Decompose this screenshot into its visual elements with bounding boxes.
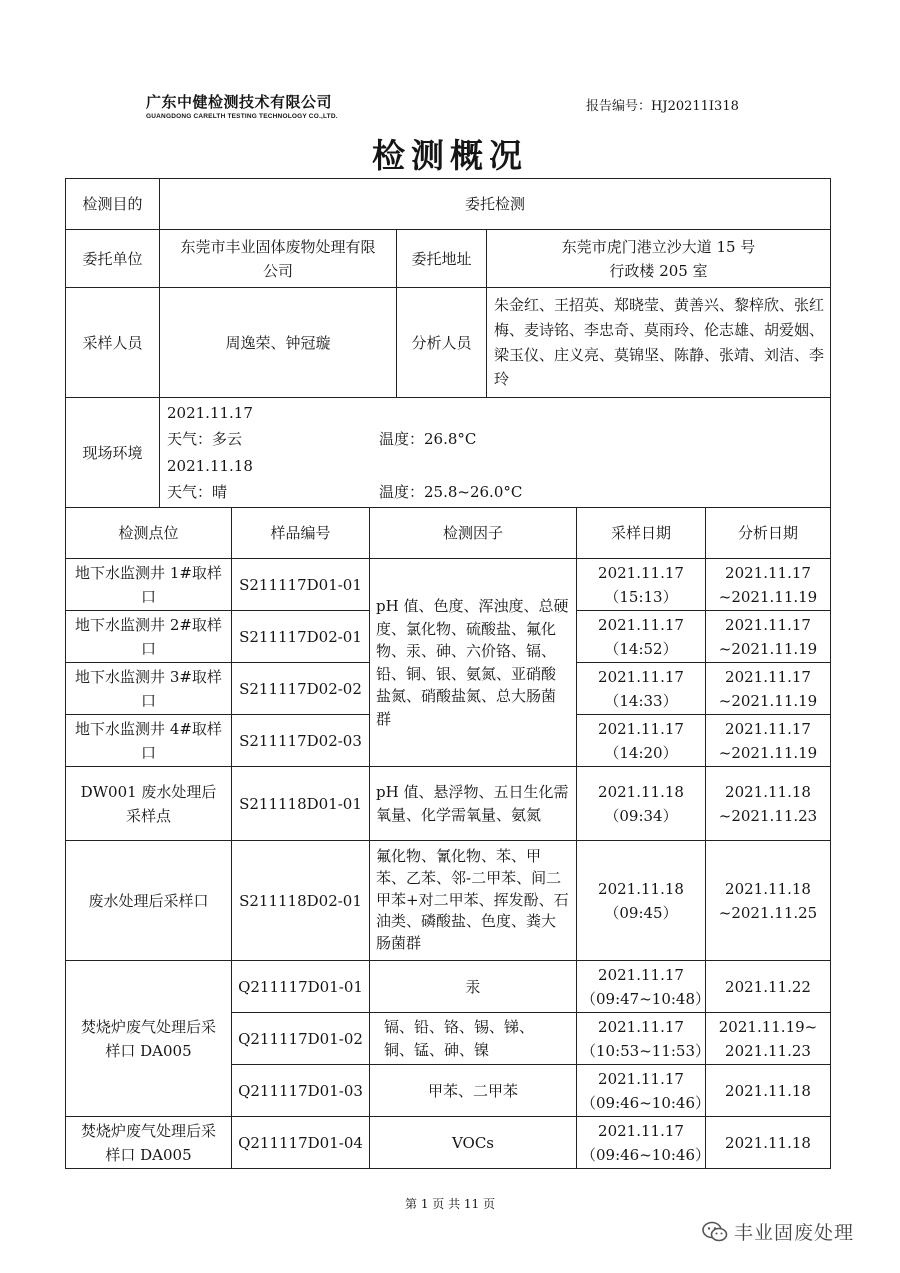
watermark-text: 丰业固废处理 xyxy=(734,1222,855,1244)
point-cell: 地下水监测井 2#取样口 xyxy=(66,611,232,663)
purpose-label: 检测目的 xyxy=(66,179,160,230)
wechat-icon xyxy=(702,1221,728,1243)
factor-cell: 汞 xyxy=(370,961,577,1013)
analyst-label: 分析人员 xyxy=(397,288,487,398)
env-date-2: 2021.11.18 xyxy=(167,456,253,475)
sample-cell: S211117D02-02 xyxy=(232,663,370,715)
personnel-row xyxy=(66,288,831,398)
sample-date-cell: 2021.11.17 （14:52） xyxy=(577,611,706,663)
point-cell: 废水处理后采样口 xyxy=(66,841,232,961)
header-factor: 检测因子 xyxy=(370,508,577,559)
factor-cell: 镉、铅、铬、锡、锑、铜、锰、砷、镍 xyxy=(370,1013,577,1065)
table-row xyxy=(66,1117,831,1169)
point-cell: 地下水监测井 1#取样口 xyxy=(66,559,232,611)
sample-date-cell: 2021.11.17 （14:20） xyxy=(577,715,706,767)
report-number-value: HJ20211I318 xyxy=(651,99,739,114)
sample-date-cell: 2021.11.17 （09:46~10:46） xyxy=(577,1117,706,1169)
analysis-date-cell: 2021.11.19~ 2021.11.23 xyxy=(706,1013,831,1065)
factor-cell: 氟化物、氰化物、苯、甲苯、乙苯、邻-二甲苯、间二甲苯+对二甲苯、挥发酚、石油类、磷酸盐、色度、粪大肠菌群 xyxy=(370,841,577,961)
env-temp-1: 温度：26.8°C xyxy=(379,430,477,449)
factor-cell: VOCs xyxy=(370,1117,577,1169)
analysis-date-cell: 2021.11.17 ~2021.11.19 xyxy=(706,559,831,611)
header-point: 检测点位 xyxy=(66,508,232,559)
address-value xyxy=(487,230,831,288)
analysis-date-cell: 2021.11.17 ~2021.11.19 xyxy=(706,715,831,767)
env-date-1: 2021.11.17 xyxy=(167,404,253,422)
point-cell: DW001 废水处理后采样点 xyxy=(66,767,232,841)
purpose-value: 委托检测 xyxy=(160,179,831,230)
point-cell: 地下水监测井 4#取样口 xyxy=(66,715,232,767)
header-sample-date: 采样日期 xyxy=(577,508,706,559)
sample-cell: Q211117D01-03 xyxy=(232,1065,370,1117)
analysis-date-cell: 2021.11.17 ~2021.11.19 xyxy=(706,663,831,715)
sample-date-cell: 2021.11.17 （14:33） xyxy=(577,663,706,715)
table-header-row xyxy=(66,508,831,559)
point-cell: 焚烧炉废气处理后采样口 DA005 xyxy=(66,1117,232,1169)
environment-value xyxy=(160,398,831,508)
sampler-value: 周逸荣、钟冠璇 xyxy=(160,288,397,398)
table-row xyxy=(66,767,831,841)
analysis-date-cell: 2021.11.18 ~2021.11.25 xyxy=(706,841,831,961)
factor-cell: 甲苯、二甲苯 xyxy=(370,1065,577,1117)
address-label: 委托地址 xyxy=(397,230,487,288)
address-line-2: 行政楼 205 室 xyxy=(609,261,708,280)
client-row xyxy=(66,230,831,288)
sample-cell: S211117D02-03 xyxy=(232,715,370,767)
sample-date-cell: 2021.11.17 （09:47~10:48） xyxy=(577,961,706,1013)
sample-cell: Q211117D01-01 xyxy=(232,961,370,1013)
environment-label: 现场环境 xyxy=(66,398,160,508)
analyst-value: 朱金红、王招英、郑晓莹、黄善兴、黎梓欣、张红梅、麦诗铭、李忠奇、莫雨玲、伦志雄、胡爱姻、梁玉仪、庄义亮、莫锦坚、陈静、张靖、刘洁、李玲 xyxy=(487,288,831,398)
analysis-date-cell: 2021.11.18 xyxy=(706,1065,831,1117)
purpose-row xyxy=(66,179,831,230)
page-number: 第 1 页 共 11 页 xyxy=(405,1197,495,1211)
analysis-date-cell: 2021.11.22 xyxy=(706,961,831,1013)
client-value: 东莞市丰业固体废物处理有限公司 xyxy=(160,230,397,288)
table-row xyxy=(66,961,831,1013)
address-line-1: 东莞市虎门港立沙大道 15 号 xyxy=(561,237,756,256)
sample-cell: S211118D01-01 xyxy=(232,767,370,841)
factor-cell: pH 值、悬浮物、五日生化需氧量、化学需氧量、氨氮 xyxy=(370,767,577,841)
sample-table xyxy=(65,507,831,1169)
header-sample: 样品编号 xyxy=(232,508,370,559)
sample-date-cell: 2021.11.17 （09:46~10:46） xyxy=(577,1065,706,1117)
point-cell: 焚烧炉废气处理后采样口 DA005 xyxy=(66,961,232,1117)
table-row xyxy=(66,841,831,961)
env-weather-1: 天气：多云 xyxy=(167,430,243,449)
header-analysis-date: 分析日期 xyxy=(706,508,831,559)
sample-cell: Q211117D01-04 xyxy=(232,1117,370,1169)
sample-date-cell: 2021.11.17 （10:53~11:53） xyxy=(577,1013,706,1065)
client-label: 委托单位 xyxy=(66,230,160,288)
point-cell: 地下水监测井 3#取样口 xyxy=(66,663,232,715)
sample-date-cell: 2021.11.17 （15:13） xyxy=(577,559,706,611)
sample-cell: S211118D02-01 xyxy=(232,841,370,961)
table-row xyxy=(66,559,831,611)
page-title: 检测概况 xyxy=(372,136,528,175)
report-number xyxy=(586,95,739,114)
sampler-label: 采样人员 xyxy=(66,288,160,398)
environment-row xyxy=(66,398,831,508)
analysis-date-cell: 2021.11.17 ~2021.11.19 xyxy=(706,611,831,663)
env-weather-2: 天气：晴 xyxy=(167,482,228,501)
overview-table xyxy=(65,178,831,508)
company-name-en: GUANGDONG CARELTH TESTING TECHNOLOGY CO.,LTD. xyxy=(146,113,338,120)
sample-cell: S211117D01-01 xyxy=(232,559,370,611)
analysis-date-cell: 2021.11.18 xyxy=(706,1117,831,1169)
sample-cell: Q211117D01-02 xyxy=(232,1013,370,1065)
company-header xyxy=(146,91,338,120)
report-number-label: 报告编号： xyxy=(586,99,652,114)
sample-date-cell: 2021.11.18 （09:45） xyxy=(577,841,706,961)
company-name: 广东中健检测技术有限公司 xyxy=(146,93,333,111)
sample-date-cell: 2021.11.18 （09:34） xyxy=(577,767,706,841)
watermark xyxy=(702,1218,854,1245)
sample-cell: S211117D02-01 xyxy=(232,611,370,663)
analysis-date-cell: 2021.11.18 ~2021.11.23 xyxy=(706,767,831,841)
env-temp-2: 温度：25.8~26.0°C xyxy=(379,482,523,501)
groundwater-factors: pH 值、色度、浑浊度、总硬度、氯化物、硫酸盐、氟化物、汞、砷、六价铬、镉、铅、铜、银、氨氮、亚硝酸盐氮、硝酸盐氮、总大肠菌群 xyxy=(370,559,577,767)
